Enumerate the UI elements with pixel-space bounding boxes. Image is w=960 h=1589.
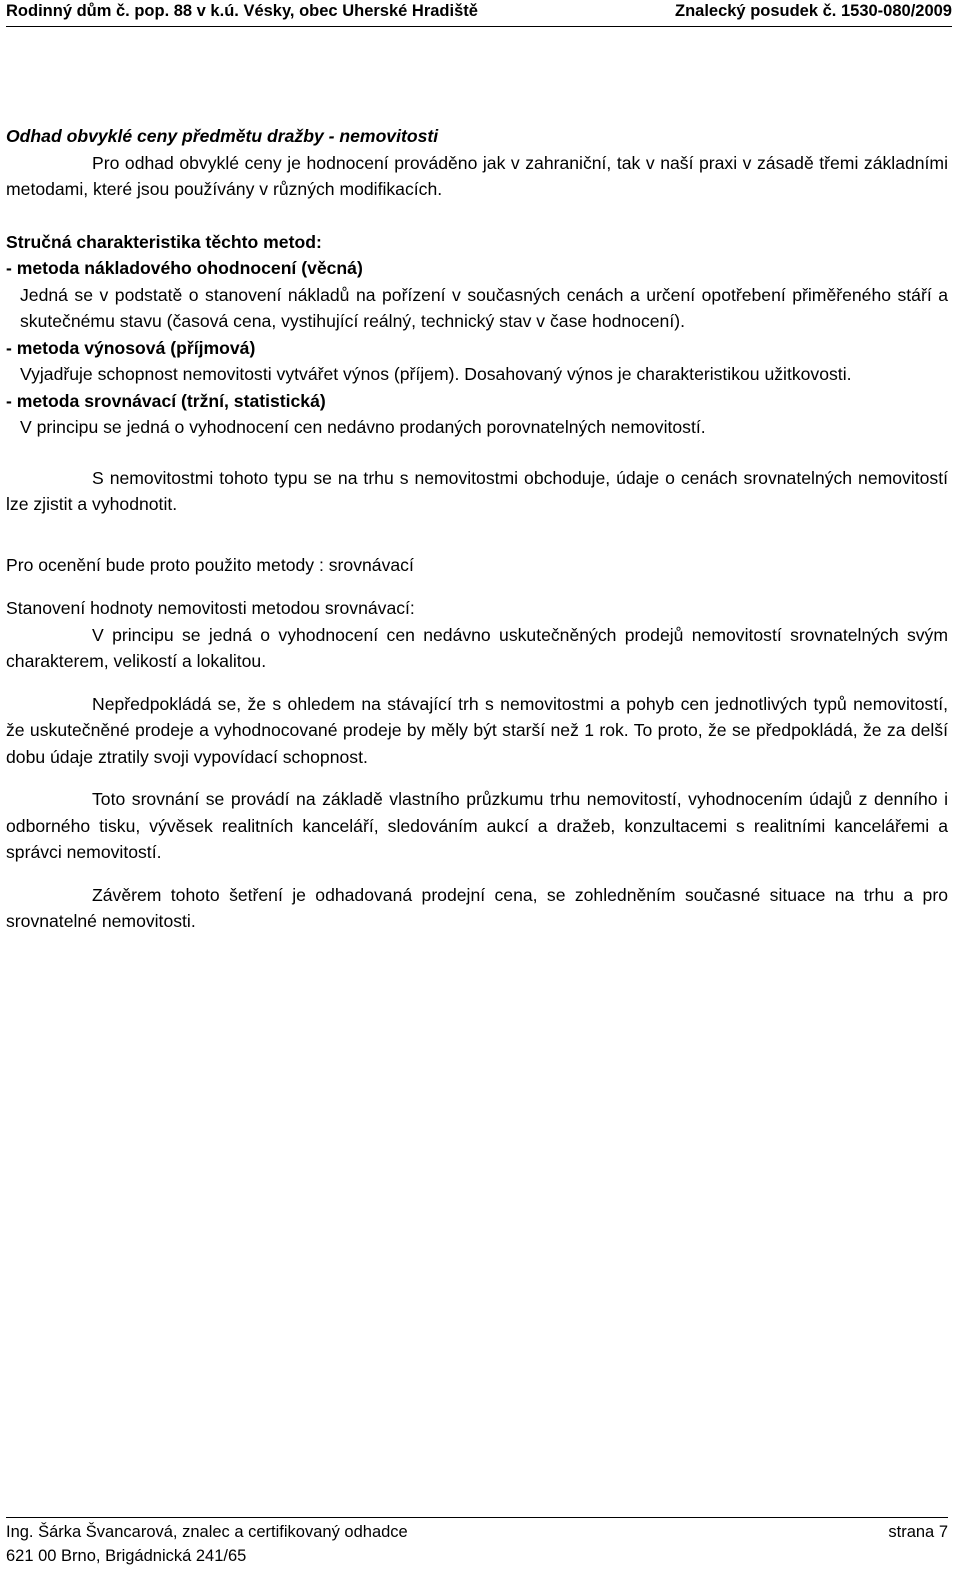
- cost-method-desc: Jedná se v podstatě o stanovení nákladů na pořízení v současných cenách a určení opotřebení přiměřeného stáří a skutečnému stavu (časová cena, vystihující reálný, technický stav v čase hodnocení).: [20, 284, 948, 331]
- footer-author: Ing. Šárka Švancarová, znalec a certifikovaný odhadce: [6, 1523, 408, 1541]
- document-body: [6, 123, 948, 935]
- cost-method-title: - metoda nákladového ohodnocení (věcná): [6, 258, 363, 278]
- paragraph-assumption: Nepředpokládá se, že s ohledem na stávající trh s nemovitostmi a pohyb cen jednotlivých typů nemovitostí, že uskutečněné prodeje a vyhodnocované prodeje by měly být starší než 1 rok. To proto, že se předpokládá, že za delší dobu údaje ztratily svoji vypovídací schopnost.: [6, 693, 948, 767]
- valuation-heading: Stanovení hodnoty nemovitosti metodou srovnávací:: [6, 598, 415, 618]
- paragraph-conclusion: Závěrem tohoto šetření je odhadovaná prodejní cena, se zohledněním současné situace na trhu a pro srovnatelné nemovitosti.: [6, 884, 948, 931]
- market-note: S nemovitostmi tohoto typu se na trhu s nemovitostmi obchoduje, údaje o cenách srovnatelných nemovitostí lze zjistit a vyhodnotit.: [6, 467, 948, 514]
- footer-address: 621 00 Brno, Brigádnická 241/65: [6, 1547, 247, 1565]
- page-number: strana 7: [888, 1523, 948, 1541]
- page-header: [6, 2, 952, 27]
- paragraph-principle: V principu se jedná o vyhodnocení cen nedávno uskutečněných prodejů nemovitostí srovnatelných svým charakterem, velikostí a lokalitou.: [6, 624, 948, 671]
- header-property: Rodinný dům č. pop. 88 v k.ú. Vésky, obec Uherské Hradiště: [6, 2, 478, 20]
- method-used: Pro ocenění bude proto použito metody : srovnávací: [6, 554, 414, 575]
- header-report-number: Znalecký posudek č. 1530-080/2009: [674, 2, 952, 20]
- income-method-desc: Vyjadřuje schopnost nemovitosti vytvářet výnos (příjem). Dosahovaný výnos je charakteristikou užitkovosti.: [20, 364, 852, 384]
- section-title: Odhad obvyklé ceny předmětu dražby - nemovitosti: [6, 126, 439, 146]
- page-footer: [6, 1517, 948, 1568]
- income-method-title: - metoda výnosová (příjmová): [6, 337, 256, 358]
- comparative-method-desc: V principu se jedná o vyhodnocení cen nedávno prodaných porovnatelných nemovitostí.: [20, 417, 706, 437]
- paragraph-sources: Toto srovnání se provádí na základě vlastního průzkumu trhu nemovitostí, vyhodnocením údajů z denního i odborného tisku, vývěsek realitních kanceláří, sledováním aukcí a dražeb, konzultacemi s realitními kancelářemi a správci nemovitostí.: [6, 789, 948, 862]
- comparative-method-title: - metoda srovnávací (tržní, statistická): [6, 390, 326, 411]
- methods-heading: Stručná charakteristika těchto metod:: [6, 231, 322, 252]
- intro-paragraph: Pro odhad obvyklé ceny je hodnocení prováděno jak v zahraniční, tak v naší praxi v zásadě třemi základními metodami, které jsou používány v různých modifikacích.: [6, 152, 948, 199]
